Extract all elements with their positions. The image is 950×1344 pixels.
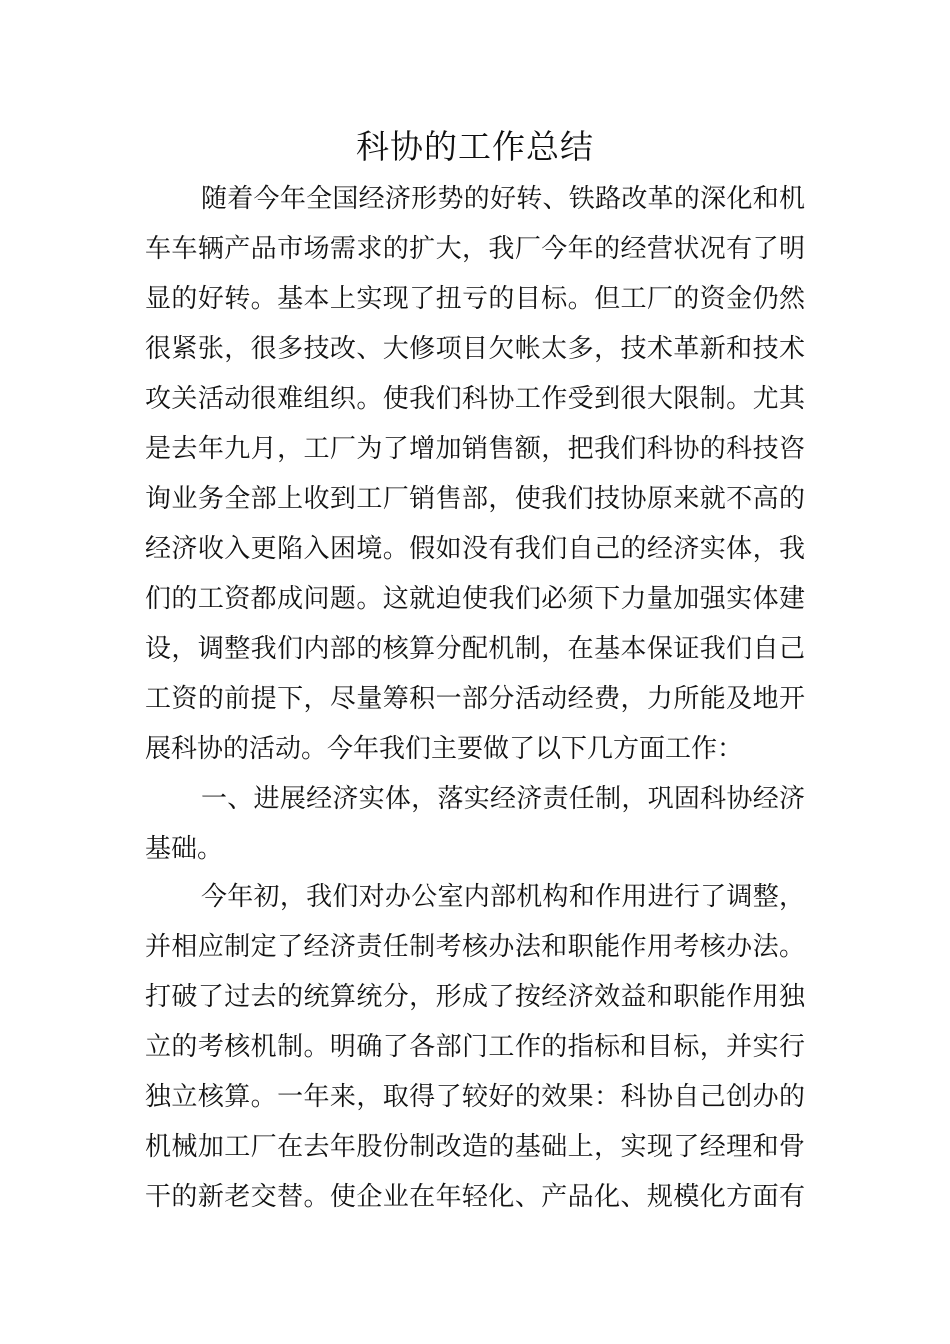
- paragraph-line: 显的好转。基本上实现了扭亏的目标。但工厂的资金仍然: [145, 284, 805, 314]
- paragraph-line: 并相应制定了经济责任制考核办法和职能作用考核办法。: [145, 932, 805, 962]
- paragraph-line: 随着今年全国经济形势的好转、铁路改革的深化和机: [201, 184, 805, 214]
- paragraph-line: 今年初，我们对办公室内部机构和作用进行了调整，: [201, 882, 805, 912]
- paragraph-line: 独立核算。一年来，取得了较好的效果：科协自己创办的: [145, 1082, 805, 1112]
- section-heading-line: 基础。: [145, 834, 224, 864]
- paragraph-line: 攻关活动很难组织。使我们科协工作受到很大限制。尤其: [145, 384, 805, 414]
- paragraph-line: 是去年九月，工厂为了增加销售额，把我们科协的科技咨: [145, 434, 805, 464]
- paragraph-line: 立的考核机制。明确了各部门工作的指标和目标，并实行: [145, 1032, 805, 1062]
- paragraph-line: 很紧张，很多技改、大修项目欠帐太多，技术革新和技术: [145, 334, 805, 364]
- paragraph-line: 工资的前提下，尽量筹积一部分活动经费，力所能及地开: [145, 684, 805, 714]
- paragraph-line: 设，调整我们内部的核算分配机制，在基本保证我们自己: [145, 634, 805, 664]
- paragraph-line: 询业务全部上收到工厂销售部，使我们技协原来就不高的: [145, 484, 805, 514]
- paragraph-line: 们的工资都成问题。这就迫使我们必须下力量加强实体建: [145, 584, 805, 614]
- paragraph-line: 车车辆产品市场需求的扩大，我厂今年的经营状况有了明: [145, 234, 805, 264]
- paragraph-line: 经济收入更陷入困境。假如没有我们自己的经济实体，我: [145, 534, 805, 564]
- paragraph-line: 干的新老交替。使企业在年轻化、产品化、规模化方面有: [145, 1182, 805, 1212]
- paragraph-line: 打破了过去的统算统分，形成了按经济效益和职能作用独: [145, 982, 805, 1012]
- paragraph-line: 展科协的活动。今年我们主要做了以下几方面工作：: [145, 734, 744, 764]
- document-title: 科协的工作总结: [356, 127, 594, 166]
- paragraph-line: 机械加工厂在去年股份制改造的基础上，实现了经理和骨: [145, 1132, 805, 1162]
- section-heading-line: 一、进展经济实体，落实经济责任制，巩固科协经济: [201, 784, 805, 814]
